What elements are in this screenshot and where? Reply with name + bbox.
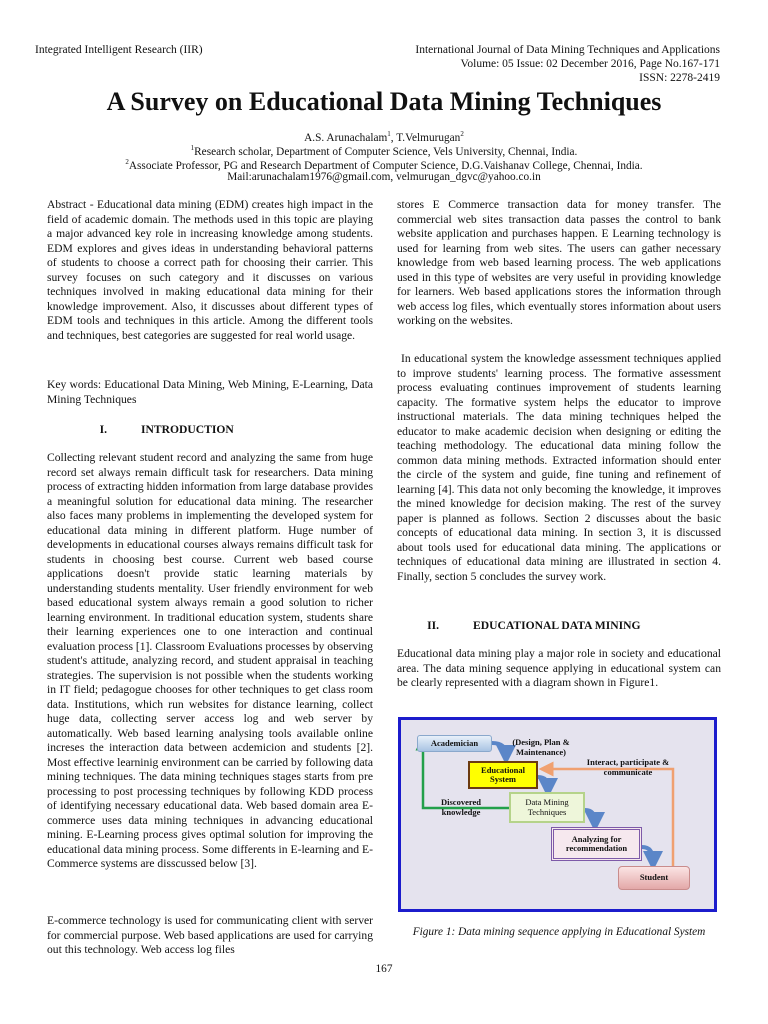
intro-paragraph-1: Collecting relevant student record and analyzing the same from huge record set always remain difficult task for researchers. Data mining process of extracting hidden information from large database provides a meaningful solution for educational data mining. The researcher also faces many problems in implementing the developed system for educational data mining in different platform. Huge number of developments in educational courses always remains difficult task for students in choosing best course. Current web based course applications doesn't provide static learning materials by understanding students mentality. User friendly environment for web based educational system always remain a good solution to richer learning environment. In traditional education system, students share their learning experiences one to one interaction and continual evaluation process [1]. Classroom Evaluations processes by observing student's attitude, analyzing record, and student appraisal in teaching strategies. The supervision is not possible when the students working in IT field; pedagogue chooses for other techniques to get class room data. Institutions, which run websites for distance learning, collect huge data, collecting server access log and web server by automatically. Web based learning analysing tools available online increses the interaction data between acdemicion and students [2]. Most effective learninig environment can be carried by following data mining techniques. The data mining techniques stages starts from pre processing to post processing techniques by following KDD process of identifying necessary educational data. Web based domain area E-commerce uses data mining techniques in advancing educational mining. E-Learning process gives optimal solution for improving the educational data mining process. Some differents in E-learning and E-Commerce systems are disscussed below [3]. bbox=[47, 451, 373, 870]
abstract: Abstract - Educational data mining (EDM) creates high impact in the field of academic domain. The methods used in this topic are playing a major advanced key role in increasing knowledge among students. EDM explores and gives ideas in understanding behavioral patterns of students to choose a correct path for choosing their carrier. This survey focuses on such category and it discusses on various techniques involved in making educational data mining for their knowledge improvement. Also, it discusses about different types of EDM tools and techniques in this article. Among the different tools and techniques, best categories are suggested for real world usage. bbox=[47, 198, 373, 342]
page-number: 167 bbox=[375, 963, 393, 975]
author-1-sup: 1 bbox=[387, 130, 391, 138]
running-header-right bbox=[415, 43, 720, 85]
aff2-sup: 2 bbox=[125, 158, 129, 166]
journal-volume: Volume: 05 Issue: 02 December 2016, Page No.167-171 bbox=[460, 58, 720, 70]
section-heading-introduction bbox=[47, 423, 373, 438]
aff1-sup: 1 bbox=[190, 144, 195, 152]
box-analyzing: Analyzing for recommendation bbox=[551, 827, 642, 861]
label-discovered-knowledge: Discovered knowledge bbox=[441, 797, 481, 817]
box-educational-system: Educational System bbox=[468, 761, 538, 789]
journal-name: International Journal of Data Mining Techniques and Applications bbox=[415, 44, 720, 56]
author-1: A.S. Arunachalam bbox=[304, 131, 388, 144]
blue-arrow-1 bbox=[492, 743, 506, 755]
section-heading-edm bbox=[397, 619, 721, 634]
right-paragraph-1: stores E Commerce transaction data for money transfer. The commercial web sites transaction data passes the control to bank website application and purchases happen. E Learning technology is used for learning from web sites. The users can gather necessary knowledge from web based learning process. The web applications used in this type of websites are very useful in providing knowledge for learners. Web based applications stores the information through web access log files, which eventually stores information about users working on the websites. bbox=[397, 198, 721, 327]
blue-arrow-3 bbox=[585, 810, 595, 822]
keywords: Key words: Educational Data Mining, Web Mining, E-Learning, Data Mining Techniques bbox=[47, 378, 373, 406]
section-title: INTRODUCTION bbox=[141, 423, 234, 436]
author-sep: , bbox=[390, 131, 397, 144]
label-design-plan: (Design, Plan & Maintenance) bbox=[512, 737, 570, 757]
intro-paragraph-2: E-commerce technology is used for communicating client with server for commercial purpose. Web based applications are used for carrying out this technology. Web access log files bbox=[47, 914, 373, 956]
box-student: Student bbox=[618, 866, 690, 890]
right-paragraph-2: In educational system the knowledge assessment techniques applied to improve students' learning process. The formative assessment process evaluating continues improvement of students learning capacity. The formative system helps the educator to improve instructional materials. The data mining techniques helped the educator to make academic decision when designing or editing the teaching methodology. The educational data mining follow the common data mining methods. Extracted information should enter the circle of the system and guide, fine tuning and refinement of learning [4]. This data not only becoming the knowledge, it improves the mined knowledge for decision making. The rest of the survey paper is planned as follows. Section 2 discusses about the basic concepts of educational data mining. In section 3, it is discussed about tools used for educational data mining. The applications or techniques of educational data mining are illustrated in section 4. Finally, section 5 concludes the survey work. bbox=[397, 352, 721, 583]
blue-arrow-2 bbox=[538, 777, 548, 788]
author-email: Mail:arunachalam1976@gmail.com, velmurugan_dgvc@yahoo.co.in bbox=[227, 171, 541, 183]
figure-caption: Figure 1: Data mining sequence applying in Educational System bbox=[412, 926, 706, 938]
aff1-text: Research scholar, Department of Computer Science, Vels University, Chennai, India. bbox=[194, 145, 578, 158]
section-title: EDUCATIONAL DATA MINING bbox=[473, 619, 641, 632]
author-2-sup: 2 bbox=[460, 130, 464, 138]
box-academician: Academician bbox=[417, 735, 492, 752]
label-interact: Interact, participate & communicate bbox=[586, 757, 670, 777]
figure-1-diagram bbox=[398, 717, 717, 912]
section-number: I. bbox=[99, 423, 107, 436]
paper-title: A Survey on Educational Data Mining Techniques bbox=[106, 87, 662, 116]
aff2-text: Associate Professor, PG and Research Department of Computer Science, D.G.Vaishanav College, Chennai, India. bbox=[128, 159, 643, 172]
box-data-mining-techniques: Data Mining Techniques bbox=[509, 792, 585, 823]
blue-arrow-4 bbox=[642, 847, 653, 861]
author-2: T.Velmurugan bbox=[396, 131, 461, 144]
running-header-left: Integrated Intelligent Research (IIR) bbox=[35, 44, 203, 56]
right-paragraph-3: Educational data mining play a major role in society and educational area. The data mining sequence applying in educational system can be clearly represented with a diagram shown in Figure1. bbox=[397, 647, 721, 689]
journal-issn: ISSN: 2278-2419 bbox=[639, 72, 720, 84]
section-number: II. bbox=[427, 619, 439, 632]
